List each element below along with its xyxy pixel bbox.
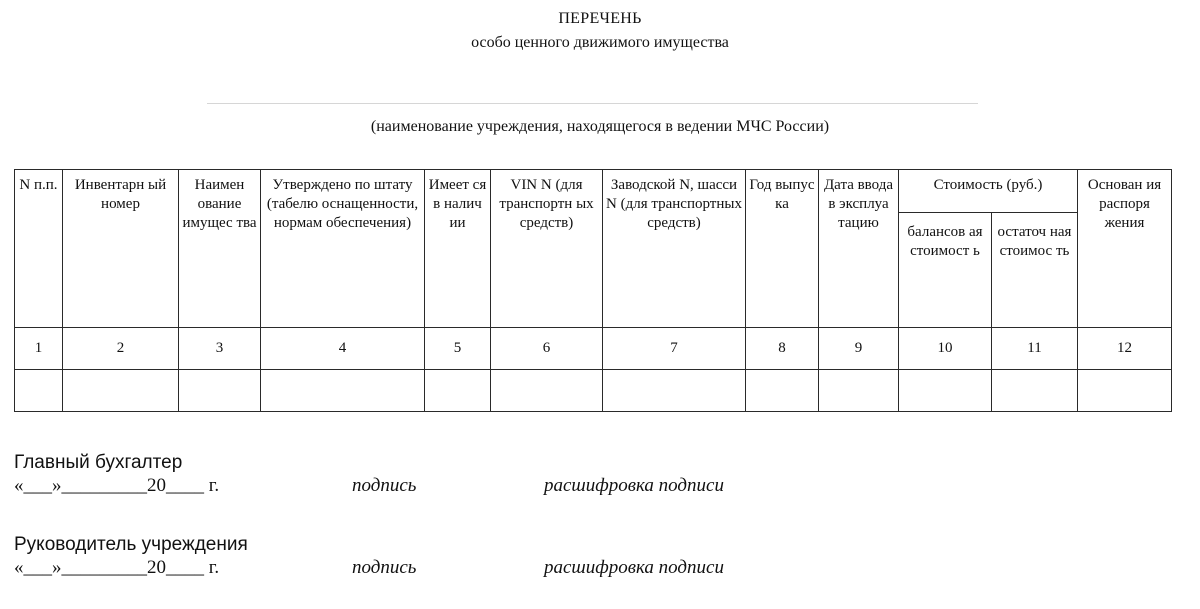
table-row	[15, 370, 1172, 412]
column-header-cost-group: Стоимость (руб.)	[899, 170, 1078, 213]
column-number-cell: 4	[261, 328, 425, 370]
signature-line	[14, 556, 724, 582]
table-cell	[899, 370, 992, 412]
table-cell	[819, 370, 899, 412]
signature-decoding-label: расшифровка подписи	[544, 557, 724, 578]
table-cell	[425, 370, 491, 412]
column-header-commissioning-date: Дата ввода в эксплуа тацию	[819, 170, 899, 328]
chief-accountant-signature-block	[14, 451, 724, 500]
table-header-row	[15, 170, 1172, 213]
document-title: ПЕРЕЧЕНЬ	[558, 10, 642, 27]
signature-line	[14, 474, 724, 500]
table-cell	[15, 370, 63, 412]
column-number-cell: 9	[819, 328, 899, 370]
column-header-factory-number: Заводской N, шасси N (для транспортных средств)	[603, 170, 746, 328]
column-header-available: Имеет ся в налич ии	[425, 170, 491, 328]
column-header-property-name: Наимен ование имущес тва	[179, 170, 261, 328]
table-cell	[746, 370, 819, 412]
column-number-cell: 10	[899, 328, 992, 370]
table-row	[15, 328, 1172, 370]
table-cell	[992, 370, 1078, 412]
column-number-cell: 11	[992, 328, 1078, 370]
date-placeholder: «___»_________20____ г.	[14, 475, 220, 496]
column-header-residual-value: остаточ ная стоимос ть	[992, 213, 1078, 328]
institution-head-signature-block	[14, 533, 724, 582]
table-cell	[1078, 370, 1172, 412]
signature-decoding-label: расшифровка подписи	[544, 475, 724, 496]
column-header-inventory-number: Инвентарн ый номер	[63, 170, 179, 328]
column-number-cell: 12	[1078, 328, 1172, 370]
signature-label: подпись	[352, 557, 417, 578]
column-number-cell: 8	[746, 328, 819, 370]
signer-role: Руководитель учреждения	[14, 534, 248, 555]
organization-caption: (наименование учреждения, находящегося в ведении МЧС России)	[370, 118, 830, 135]
signature-label: подпись	[352, 475, 417, 496]
table-cell	[603, 370, 746, 412]
column-number-cell: 1	[15, 328, 63, 370]
document-subtitle: особо ценного движимого имущества	[471, 34, 729, 51]
column-number-cell: 3	[179, 328, 261, 370]
column-header-vin: VIN N (для транспортн ых средств)	[491, 170, 603, 328]
column-header-number: N п.п.	[15, 170, 63, 328]
organization-name-line	[207, 103, 978, 104]
column-header-grounds: Основан ия распоря жения	[1078, 170, 1172, 328]
table-cell	[261, 370, 425, 412]
table-cell	[179, 370, 261, 412]
signer-role: Главный бухгалтер	[14, 452, 183, 473]
date-placeholder: «___»_________20____ г.	[14, 557, 220, 578]
column-number-cell: 2	[63, 328, 179, 370]
column-number-cell: 7	[603, 328, 746, 370]
column-header-book-value: балансов ая стоимост ь	[899, 213, 992, 328]
column-header-year: Год выпус ка	[746, 170, 819, 328]
table-cell	[491, 370, 603, 412]
column-number-cell: 5	[425, 328, 491, 370]
column-number-cell: 6	[491, 328, 603, 370]
column-header-approved-by-staff: Утверждено по штату (табелю оснащенности, нормам обеспечения)	[261, 170, 425, 328]
property-register-table	[14, 169, 1172, 412]
table-cell	[63, 370, 179, 412]
